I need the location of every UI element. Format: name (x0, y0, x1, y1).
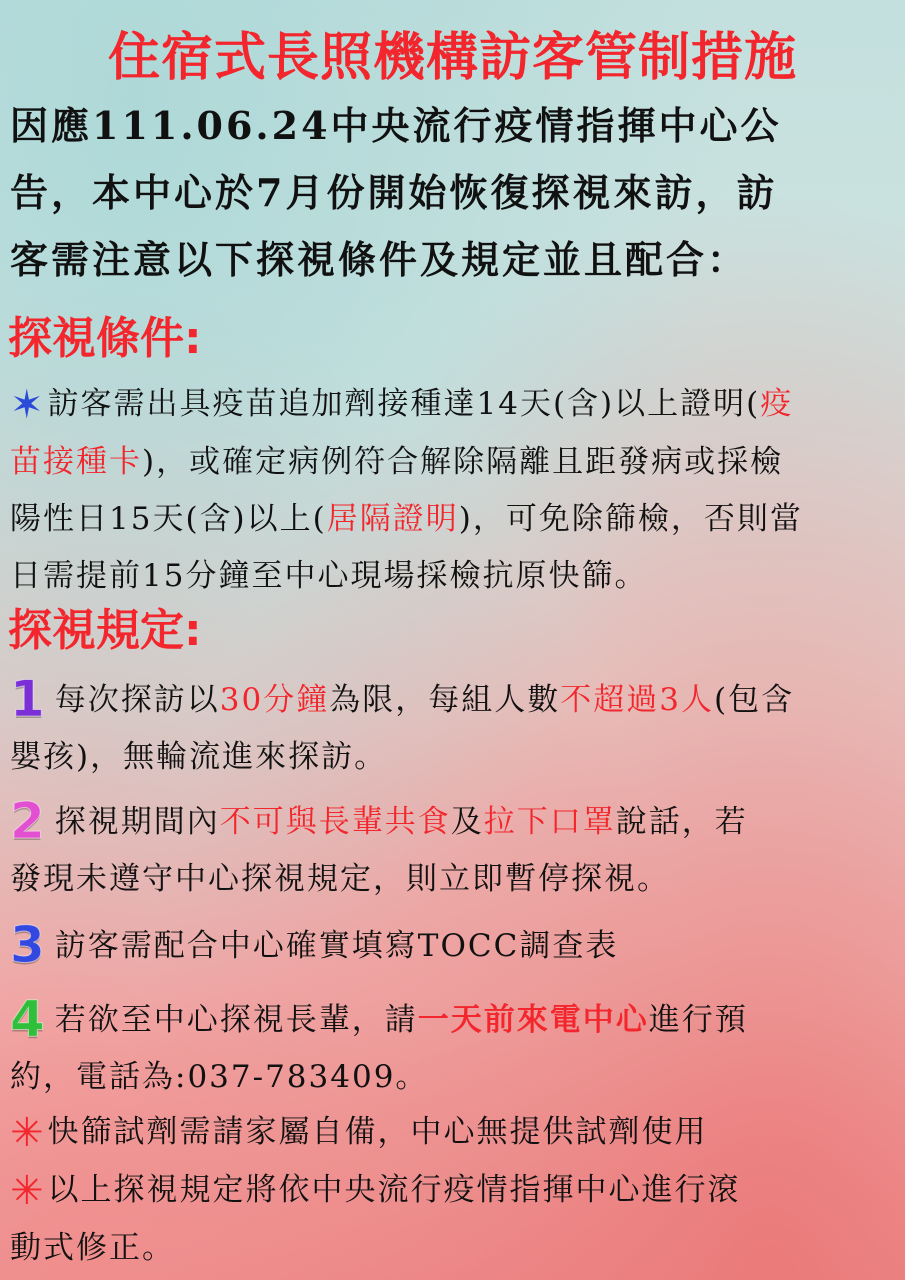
rule-line: 約，電話為:037-783409。 (10, 1059, 429, 1095)
intro-line: 告，本中心於7月份開始恢復探視來訪，訪 (10, 170, 778, 215)
conditions-line (10, 376, 803, 434)
rule-item (10, 918, 618, 975)
rule-text: 及 (450, 804, 484, 840)
rule-text: 進行預 (648, 1002, 748, 1038)
rules-heading: 探視規定: (8, 605, 202, 656)
conditions-line: 日需提前15分鐘至中心現場採檢抗原快篩。 (10, 558, 648, 594)
rule-text: 若欲至中心探視長輩，請 (54, 1002, 418, 1038)
number-4-icon: 4 (10, 990, 47, 1048)
rule-line: 發現未遵守中心探視規定，則立即暫停探視。 (10, 861, 670, 897)
highlight-text: 苗接種卡 (10, 444, 142, 480)
rule-line (10, 672, 794, 729)
intro-line: 因應111.06.24中央流行疫情指揮中心公 (10, 103, 782, 148)
conditions-paragraph (10, 376, 803, 605)
rule-item (10, 794, 748, 908)
highlight-text: 疫 (760, 386, 794, 422)
rule-item (10, 992, 748, 1106)
note-line: 動式修正。 (10, 1230, 175, 1266)
rule-text: (包含 (713, 682, 795, 718)
rule-text: 說話，若 (615, 804, 748, 840)
conditions-text: )，可免除篩檢，否則當 (458, 501, 803, 537)
rule-text: 每次探訪以 (54, 682, 220, 718)
note-line (10, 1104, 741, 1162)
highlight-text: 30分鐘 (219, 682, 330, 718)
rule-text: 探視期間內 (54, 804, 220, 840)
note-line (10, 1162, 741, 1220)
conditions-text: 訪客需出具疫苗追加劑接種達14天(含)以上證明( (47, 386, 761, 422)
conditions-text: )，或確定病例符合解除隔離且距發病或採檢 (142, 444, 784, 480)
rule-line (10, 992, 748, 1049)
number-3-icon: 3 (10, 916, 47, 974)
red-asterisk-icon: ✳ (10, 1168, 46, 1214)
rule-line: 嬰孩)，無輪流進來探訪。 (10, 739, 388, 775)
red-asterisk-icon: ✳ (10, 1110, 46, 1156)
conditions-line (10, 491, 803, 548)
conditions-line (10, 434, 803, 491)
rule-text: 訪客需配合中心確實填寫TOCC調查表 (54, 928, 619, 964)
note-text: 快篩試劑需請家屬自備，中心無提供試劑使用 (47, 1114, 708, 1150)
highlight-text: 居隔證明 (326, 501, 459, 537)
conditions-heading: 探視條件: (8, 313, 202, 364)
intro-line: 客需注意以下探視條件及規定並且配合： (10, 237, 749, 282)
highlight-text: 拉下口罩 (483, 804, 616, 840)
note-item (10, 1104, 741, 1277)
rule-line (10, 794, 748, 851)
rule-text: 為限，每組人數 (329, 682, 561, 718)
page-title: 住宿式長照機構訪客管制措施 (107, 28, 797, 88)
number-1-icon: 1 (10, 670, 47, 728)
highlight-text: 不超過3人 (560, 682, 714, 718)
rule-line (10, 918, 618, 975)
intro-announcement (10, 92, 898, 293)
highlight-text: 不可與長輩共食 (219, 804, 451, 840)
blue-star-icon: ✶ (10, 382, 46, 428)
note-text: 以上探視規定將依中央流行疫情指揮中心進行滾 (47, 1172, 741, 1208)
conditions-text: 陽性日15天(含)以上( (10, 501, 327, 537)
number-2-icon: 2 (10, 792, 47, 850)
highlight-text: 一天前來電中心 (417, 1002, 649, 1038)
rule-item (10, 672, 794, 786)
